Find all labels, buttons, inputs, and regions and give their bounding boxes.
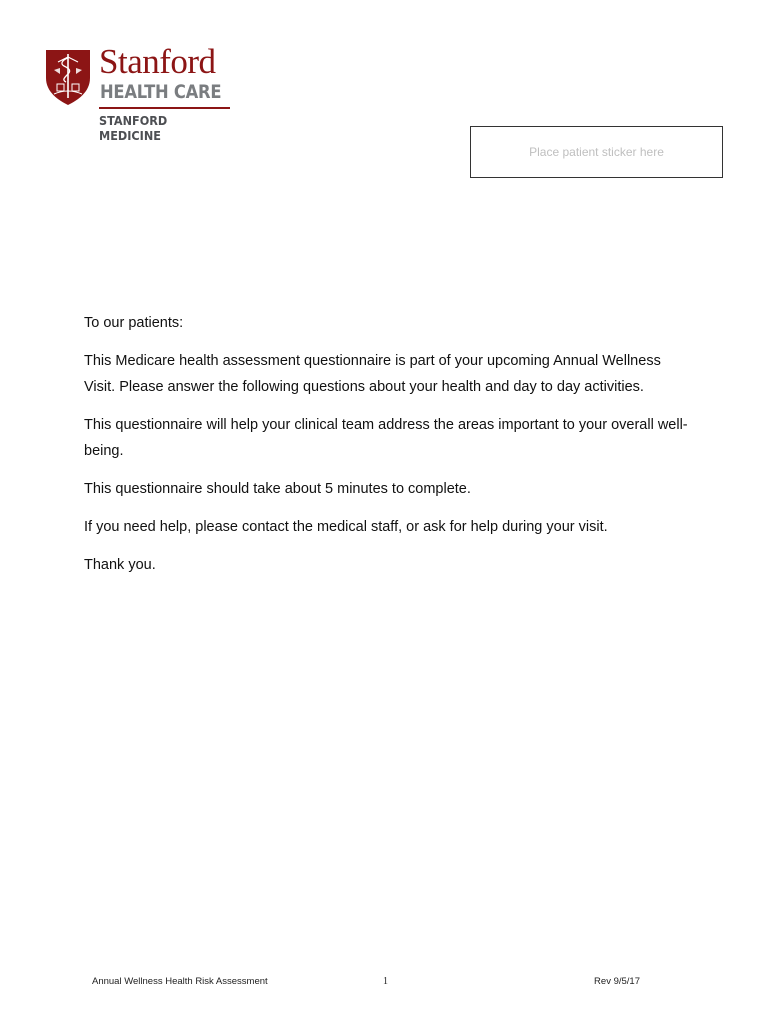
page-footer — [92, 976, 640, 990]
footer-title: Annual Wellness Health Risk Assessment — [92, 976, 268, 987]
letter-paragraph: This questionnaire will help your clinical team address the areas important to your overall well- being. — [84, 417, 688, 459]
footer-revision: Rev 9/5/17 — [594, 976, 640, 987]
patient-sticker-box — [470, 126, 723, 178]
letter-paragraph: This Medicare health assessment questionnaire is part of your upcoming Annual Wellness Visit. Please answer the following questions about your health and day to day activities. — [84, 353, 661, 395]
logo-subtitle: HEALTH CARE — [100, 81, 222, 103]
sticker-placeholder-text: Place patient sticker here — [529, 145, 664, 159]
logo-divider — [99, 107, 230, 109]
stanford-shield-icon — [44, 48, 92, 106]
logo-tagline: STANFORD MEDICINE — [99, 113, 168, 143]
stanford-health-care-logo — [44, 42, 244, 143]
letter-greeting: To our patients: — [84, 315, 184, 331]
letter-paragraph: If you need help, please contact the medical staff, or ask for help during your visit. — [84, 519, 608, 535]
letter-body — [84, 310, 694, 590]
logo-wordmark: Stanford — [99, 42, 216, 81]
footer-page-number: 1 — [383, 976, 388, 987]
letter-paragraph: This questionnaire should take about 5 minutes to complete. — [84, 481, 471, 497]
letter-closing: Thank you. — [84, 557, 156, 573]
